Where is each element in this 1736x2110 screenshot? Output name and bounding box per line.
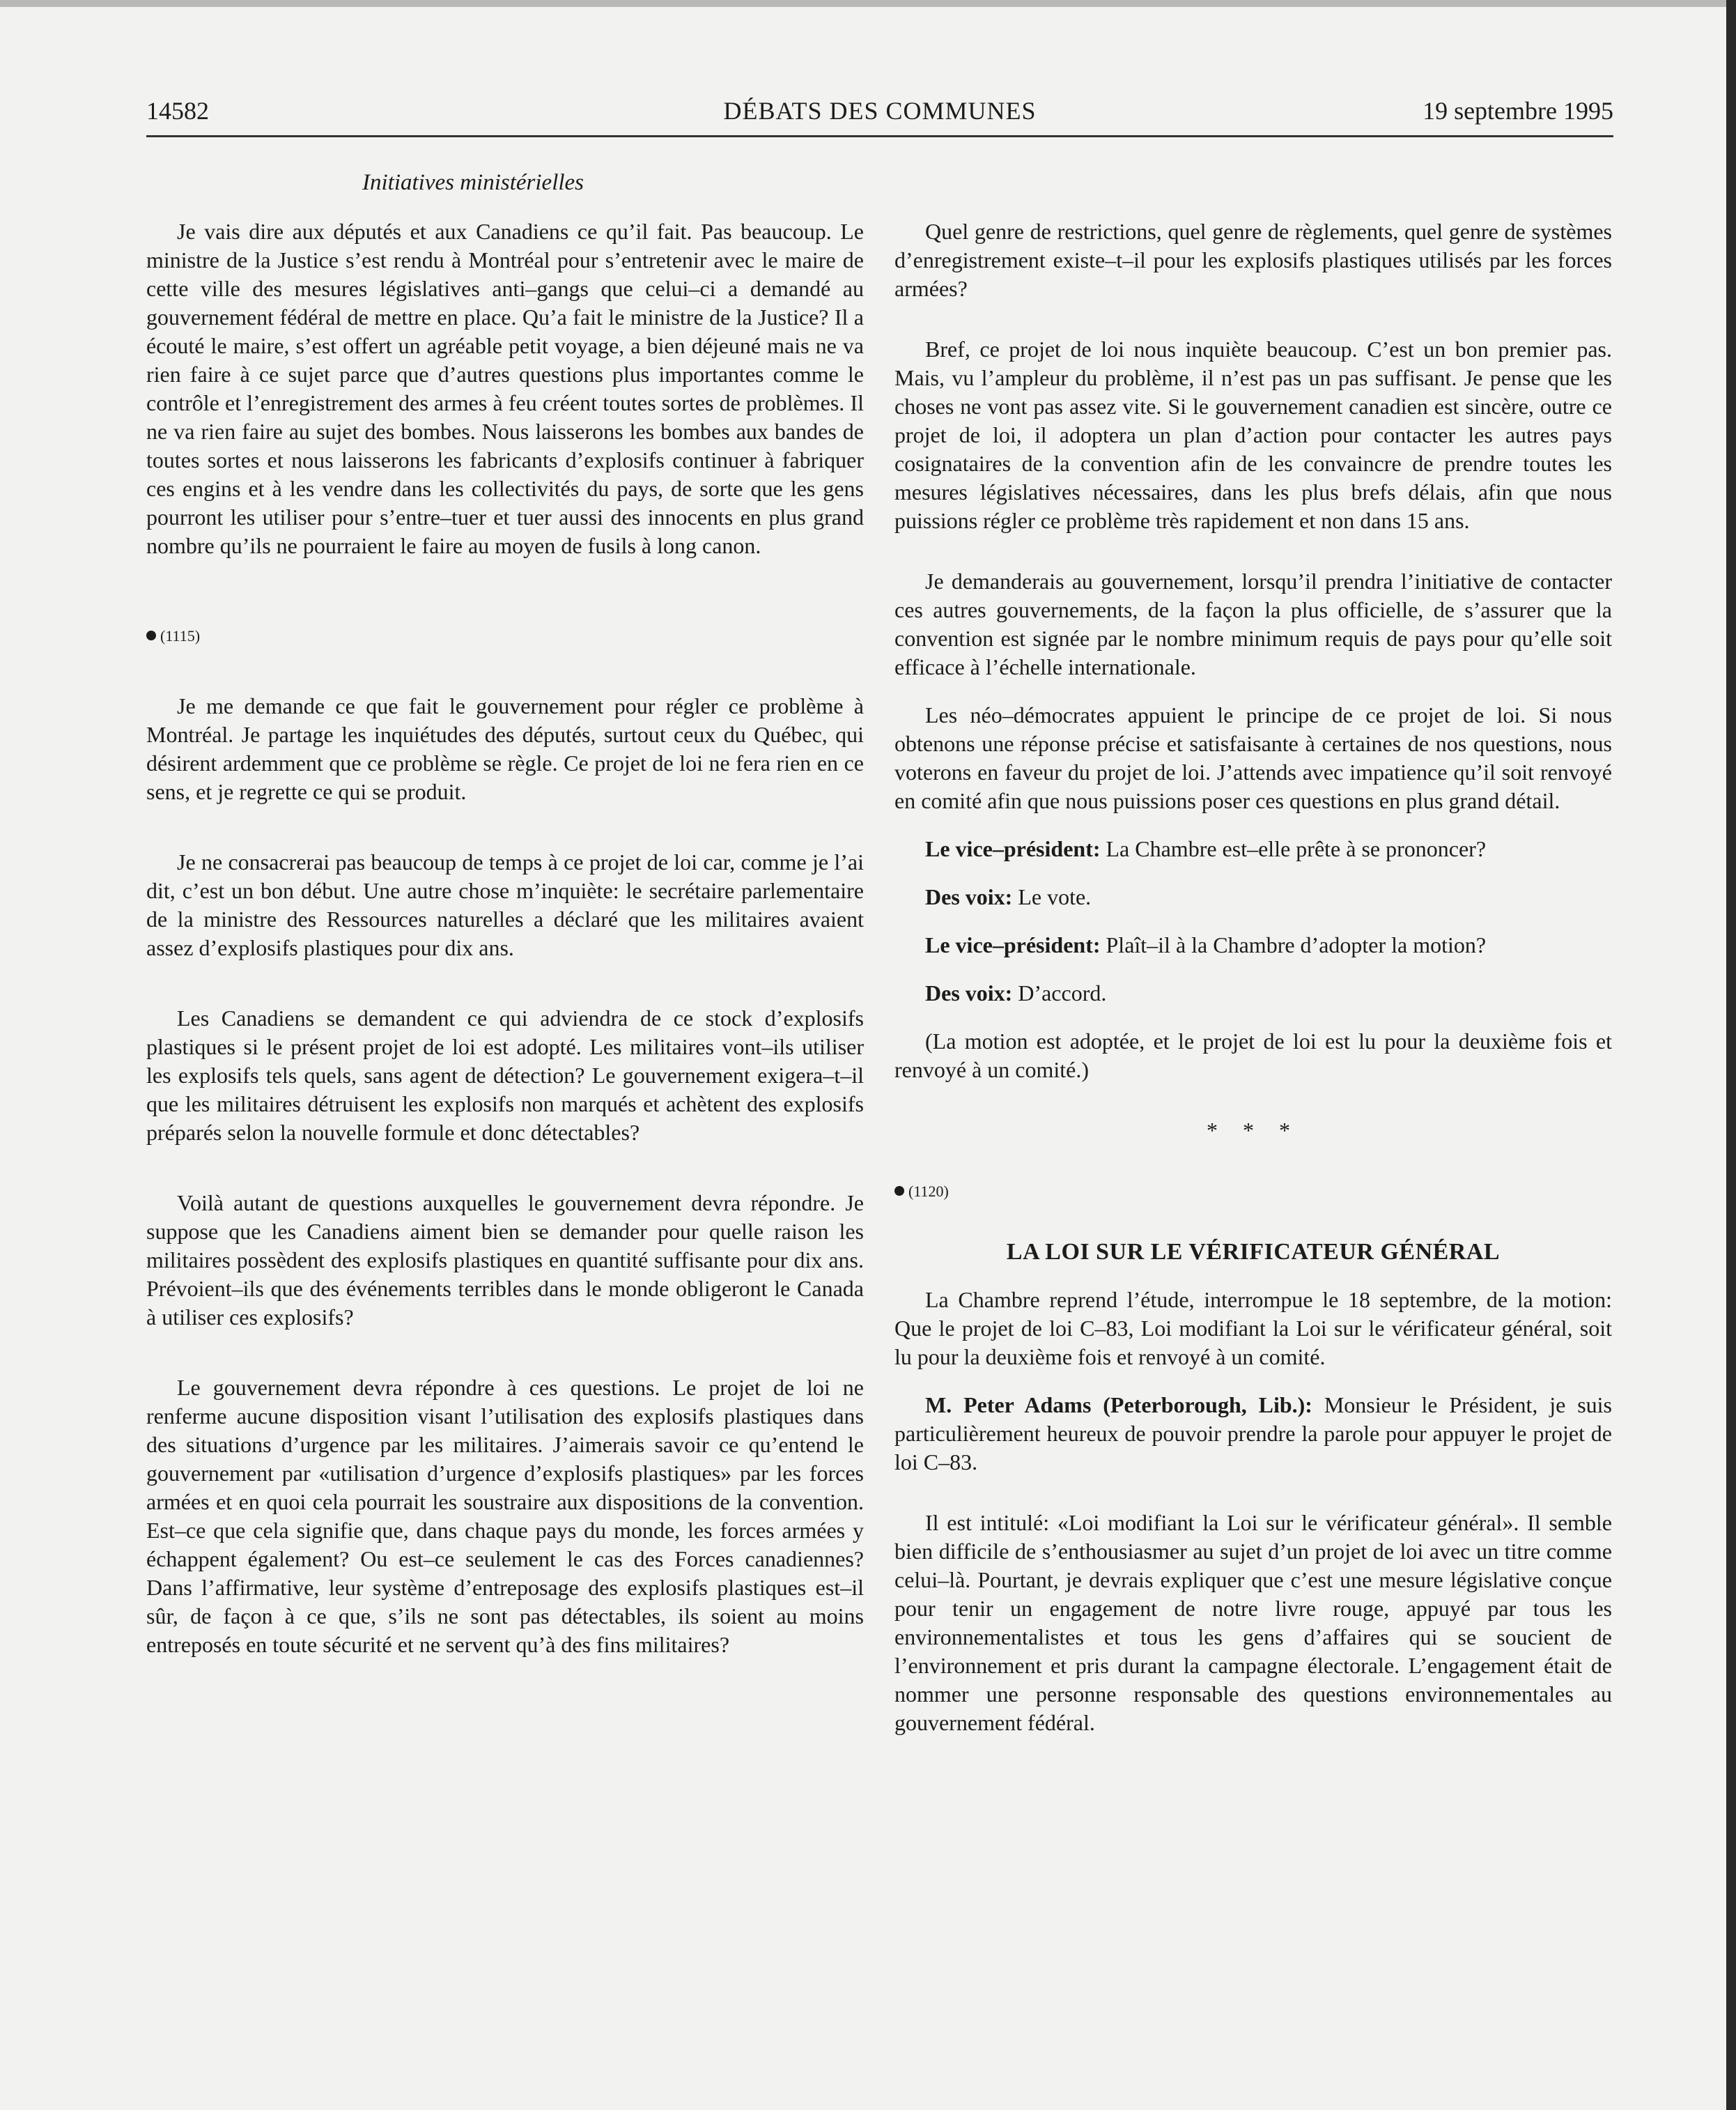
speech-adams: M. Peter Adams (Peterborough, Lib.): Monsieur le Président, je suis particulièrement heureux de pouvoir prendre la parole pour appuyer le projet de loi C–83. <box>894 1392 1613 1474</box>
timestamp-1115: (1115) <box>146 622 864 650</box>
page-number: 14582 <box>146 97 209 125</box>
paragraph: Je me demande ce que fait le gouvernement pour régler ce problème à Montréal. Je partage les inquiétudes des députés, surtout ceux du Québec, qui désirent ardemment que ce problème se règle. Ce projet de loi ne fera rien en ce sens, et je regrette ce qui se produit. <box>146 693 864 804</box>
speaker-name: Le vice–président: <box>925 932 1101 957</box>
right-column <box>894 217 1612 1737</box>
timestamp-1120: (1120) <box>894 1177 1612 1206</box>
speech-voices-1: Des voix: Le vote. <box>925 884 1092 909</box>
paragraph: Je vais dire aux députés et aux Canadiens ce qu’il fait. Pas beaucoup. Le ministre de la Justice s’est rendu à Montréal pour s’entretenir avec le maire de cette ville des mesures législatives anti–gangs que celui–ci a demandé au gouvernement fédéral de mettre en place. Qu’a fait le ministre de la Justice? Il a écouté le maire, s’est offert un agréable petit voyage, a bien déjeuné mais ne va rien faire à ce sujet parce que d’autres questions plus importantes comme le contrôle et l’enregistrement des armes à feu créent toutes sortes de problèmes. Il ne va rien faire au sujet des bombes. Nous laisserons les bombes aux bandes de toutes sortes et nous laisserons les fabricants d’explosifs continuer à fabriquer ces engins et à les vendre dans les collectivités du pays, de sorte que les gens pourront les utiliser pour s’entre–tuer et tuer aussi des innocents en plus grand nombre qu’ils ne pourraient le faire au moyen de fusils à long canon. <box>146 219 864 558</box>
speaker-name: Des voix: <box>925 980 1013 1006</box>
left-column <box>146 217 864 1659</box>
page-header <box>146 96 1613 135</box>
header-rule <box>146 135 1613 137</box>
paragraph: Bref, ce projet de loi nous inquiète beaucoup. C’est un bon premier pas. Mais, vu l’ampleur du problème, il n’est pas un pas suffisant. Je pense que les choses ne vont pas assez vite. Si le gouvernement canadien est sincère, outre ce projet de loi, il adoptera un plan d’action pour contacter les autres pays cosignataires de la convention afin de les convaincre de prendre toutes les mesures législatives nécessaires, dans les plus brefs délais, afin que nous puissions régler ce problème très rapidement et non dans 15 ans. <box>894 337 1612 533</box>
speaker-name: Le vice–président: <box>925 836 1101 861</box>
bullet-icon <box>894 1186 904 1196</box>
speaker-name: Des voix: <box>925 884 1013 909</box>
motion-note: (La motion est adoptée, et le projet de loi est lu pour la deuxième fois et renvoyé à un comité.) <box>894 1029 1612 1082</box>
paragraph: Voilà autant de questions auxquelles le gouvernement devra répondre. Je suppose que les Canadiens aiment bien se demander pour quelle raison les militaires possèdent des explosifs plastiques en quantité suffisante pour dix ans. Prévoient–ils que des événements terribles dans le monde obligeront le Canada à utiliser ces explosifs? <box>146 1190 864 1330</box>
section-separator: * * * <box>1207 1118 1300 1143</box>
section-heading: LA LOI SUR LE VÉRIFICATEUR GÉNÉRAL <box>1006 1239 1501 1265</box>
bullet-icon <box>146 631 156 640</box>
publication-title: DÉBATS DES COMMUNES <box>723 97 1037 125</box>
paragraph: Le gouvernement devra répondre à ces questions. Le projet de loi ne renferme aucune disposition visant l’utilisation des explosifs plastiques dans des situations d’urgence par les militaires. J’aimerais savoir ce qu’entend le gouvernement par «utilisation d’urgence d’explosifs plastiques» par les forces armées et en quoi cela pourrait les soustraire aux dispositions de la convention. Est–ce que cela signifie que, dans chaque pays du monde, les forces armées y échappent également? Ou est–ce seulement le cas des Forces canadiennes? Dans l’affirmative, leur système d’entreposage des explosifs plastiques est–il sûr, de façon à ce que, s’ils ne sont pas détectables, ils soient au moins entreposés en toute sécurité et ne servent qu’à des fins militaires? <box>146 1375 864 1657</box>
paragraph: Je demanderais au gouvernement, lorsqu’il prendra l’initiative de contacter ces autres gouvernements, de la façon la plus officielle, de s’assurer que la convention est signée par le nombre minimum requis de pays pour qu’elle soit efficace à l’échelle internationale. <box>894 569 1612 679</box>
paragraph: Je ne consacrerai pas beaucoup de temps à ce projet de loi car, comme je l’ai dit, c’est un bon début. Une autre chose m’inquiète: le secrétaire parlementaire de la ministre des Ressources naturelles a déclaré que les militaires avaient assez d’explosifs plastiques pour dix ans. <box>146 849 864 960</box>
paragraph: Les néo–démocrates appuient le principe de ce projet de loi. Si nous obtenons une réponse précise et satisfaisante à certaines de nos questions, nous voterons en faveur du projet de loi. J’attends avec impatience qu’il soit renvoyé en comité afin que nous puissions poser ces questions en plus grand détail. <box>894 702 1612 813</box>
page-date: 19 septembre 1995 <box>1423 97 1613 125</box>
paragraph: La Chambre reprend l’étude, interrompue le 18 septembre, de la motion: Que le projet de loi C–83, Loi modifiant la Loi sur le vérificateur général, soit lu pour la deuxième fois et renvoyé à un comité. <box>894 1287 1612 1369</box>
speech-voices-2: Des voix: D’accord. <box>925 980 1107 1006</box>
paragraph: Quel genre de restrictions, quel genre de règlements, quel genre de systèmes d’enregistrement existe–t–il pour les explosifs plastiques utilisés par les forces armées? <box>894 219 1612 301</box>
paragraph: Il est intitulé: «Loi modifiant la Loi sur le vérificateur général». Il semble bien difficile de s’enthousiasmer au sujet d’un projet de loi avec un titre comme celui–là. Pourtant, je devrais expliquer que c’est une mesure législative conçue pour tenir un engagement de notre livre rouge, appuyé par tous les environnementalistes et tous les gens d’affaires qui se soucient de l’environnement et pris durant la campagne électorale. L’engagement était de nommer une personne responsable des questions environnementales au gouvernement fédéral. <box>894 1510 1612 1735</box>
speaker-name: M. Peter Adams (Peterborough, Lib.): <box>925 1392 1312 1417</box>
scan-right-edge <box>1726 0 1736 2110</box>
scan-top-edge <box>0 0 1736 7</box>
speech-vp-1: Le vice–président: La Chambre est–elle prête à se prononcer? <box>925 836 1487 861</box>
section-label: Initiatives ministérielles <box>362 170 584 195</box>
paragraph: Les Canadiens se demandent ce qui adviendra de ce stock d’explosifs plastiques si le présent projet de loi est adopté. Les militaires vont–ils utiliser les explosifs tels quels, sans agent de détection? Le gouvernement exigera–t–il que les militaires détruisent les explosifs non marqués et achètent des explosifs préparés selon la nouvelle formule et donc détectables? <box>146 1006 864 1145</box>
speech-vp-2: Le vice–président: Plaît–il à la Chambre d’adopter la motion? <box>925 932 1487 957</box>
